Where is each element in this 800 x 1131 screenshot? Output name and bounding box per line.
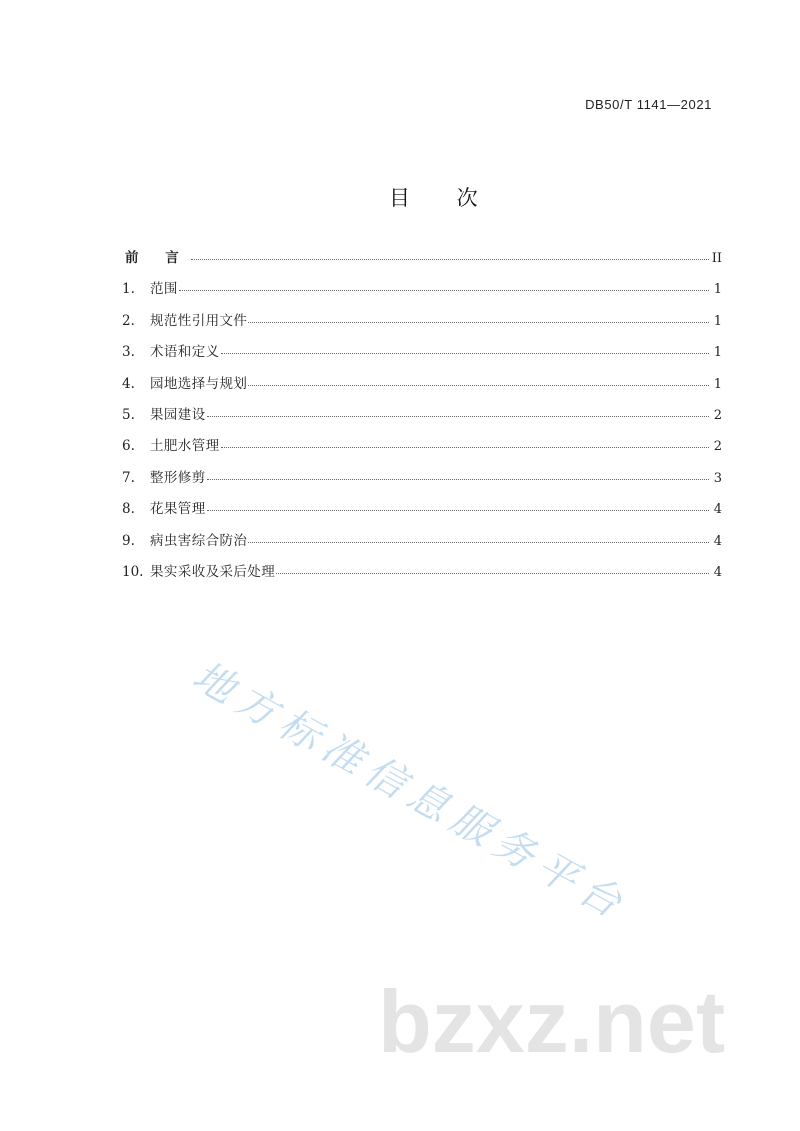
toc-page-number: 2 [713, 407, 722, 423]
toc-entry [120, 526, 724, 557]
toc-page-number: 3 [713, 470, 722, 486]
toc-entry-title: 范围 [150, 281, 178, 298]
page-title: 目 次 [389, 186, 498, 210]
toc-entry-number: 10. [122, 563, 144, 580]
toc-entry [120, 463, 724, 494]
platform-watermark: 地方标准信息服务平台 [185, 652, 637, 931]
toc-foreword-label: 前 言 [125, 250, 190, 266]
toc-entry [120, 369, 724, 400]
toc-entry [120, 494, 724, 525]
toc-page-number: 2 [713, 439, 722, 455]
toc-page-number: 1 [713, 282, 722, 298]
toc-entry-title: 规范性引用文件 [150, 312, 248, 329]
dot-leader [248, 322, 709, 323]
toc-page-number: 4 [713, 564, 722, 580]
dot-leader [179, 290, 709, 291]
dot-leader [221, 447, 710, 448]
toc-entry [120, 400, 724, 431]
toc-entry [120, 306, 724, 337]
toc-entry-number: 2. [122, 312, 135, 329]
toc-entry-title: 果园建设 [150, 406, 206, 423]
toc-page-number: 1 [713, 376, 722, 392]
toc-entry-title: 花果管理 [150, 501, 206, 518]
toc-entry-number: 9. [122, 532, 135, 549]
toc-entry-title: 整形修剪 [150, 469, 206, 486]
toc-entry-title: 术语和定义 [150, 344, 220, 361]
toc-entry-number: 6. [122, 438, 135, 455]
toc-entry-number: 3. [122, 344, 135, 361]
toc-entry [120, 337, 724, 368]
toc-entry-number: 7. [122, 469, 135, 486]
toc-entry [120, 557, 724, 588]
toc-entry [120, 431, 724, 462]
dot-leader [276, 573, 709, 574]
toc-entry-number: 5. [122, 406, 135, 423]
toc-entry-number: 8. [122, 501, 135, 518]
site-watermark: bzxz.net [378, 972, 726, 1071]
dot-leader [207, 479, 709, 480]
toc-entry-foreword [120, 243, 724, 274]
toc-entry-title: 果实采收及采后处理 [150, 563, 276, 580]
toc-entry-number: 4. [122, 375, 135, 392]
dot-leader [207, 416, 709, 417]
toc-entry-title: 园地选择与规划 [150, 375, 248, 392]
dot-leader [248, 542, 709, 543]
toc-page-number: 4 [713, 502, 722, 518]
table-of-contents [120, 243, 724, 588]
dot-leader [191, 259, 709, 260]
dot-leader [248, 385, 709, 386]
standard-code: DB50/T 1141—2021 [585, 97, 712, 112]
toc-page-number: 1 [713, 345, 722, 361]
toc-entry-title: 土肥水管理 [150, 438, 220, 455]
toc-entry [120, 274, 724, 305]
dot-leader [207, 510, 709, 511]
toc-page-number: 4 [713, 533, 722, 549]
toc-entry-number: 1. [122, 281, 135, 298]
toc-page-number: II [711, 251, 722, 266]
dot-leader [221, 353, 710, 354]
toc-entry-title: 病虫害综合防治 [150, 532, 248, 549]
toc-page-number: 1 [713, 313, 722, 329]
